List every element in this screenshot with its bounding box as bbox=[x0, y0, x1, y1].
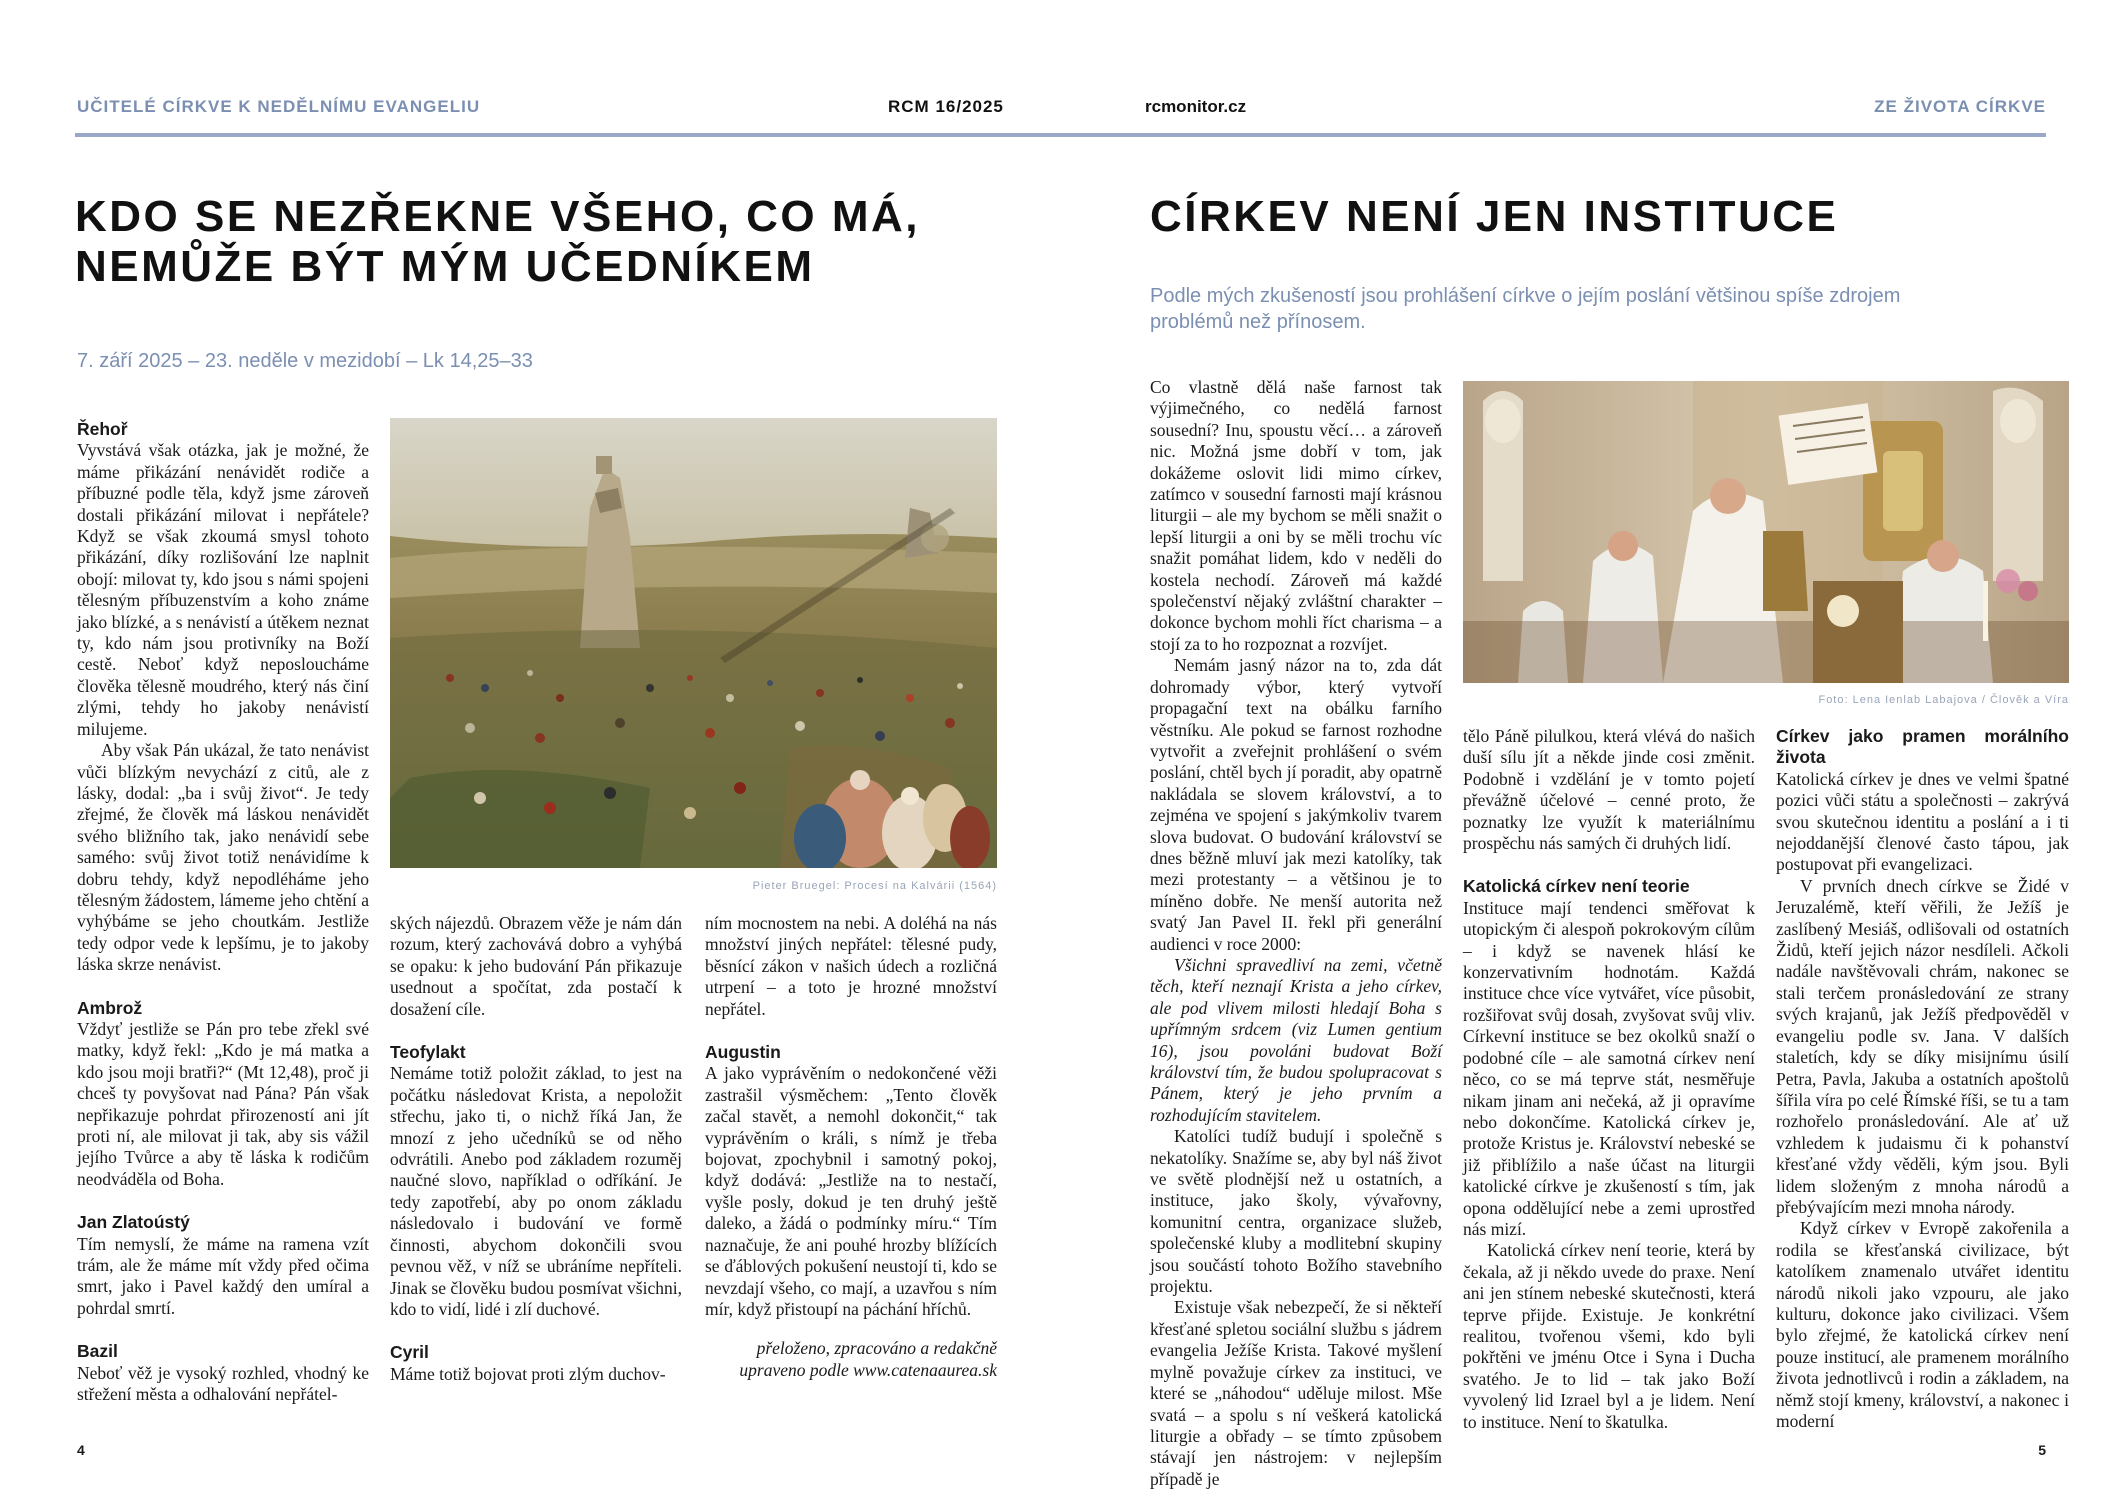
paragraph: Neboť věž je vysoký rozhled, vhodný ke střežení města a odhalování nepřátel- bbox=[77, 1362, 369, 1405]
painting-caption: Pieter Bruegel: Procesí na Kalvárii (1564) bbox=[752, 880, 997, 892]
paragraph: Katolická církev není teorie, která by čekala, až ji někdo uvede do praxe. Není ani jen stínem nebeské skutečnosti, která teprve přijde. Existuje. Je konkrétní realitou, tvořenou všemi, kdo byli pokřtěni ve jménu Otce i Syna i Ducha svatého. Je to lid – tak jako Boží vyvolený lid Izrael byl a je lidem. Není to instituce. Není to škatulka. bbox=[1463, 1240, 1755, 1432]
paragraph: A jako vyprávěním o nedokončené věži zastrašil výsměchem: „Tento člověk začal stavět, a nemohl dokončit,“ tak vyprávěním o králi, s nímž je třeba bojovat, zpochybnil i samotný pokoj, když dodává: „Jestliže na to nestačí, vyšle posly, dokud je ten druhý ještě daleko, a žádá o podmínky míru.“ Tím naznačuje, že ani pouhé hrozby blížících se ďáblových pokušení neustojí ti, kdo se nevzdají všeho, co mají, a uzavřou s ním mír, když přistoupí na páchání hříchů. bbox=[705, 1063, 997, 1319]
header-rule bbox=[75, 133, 2046, 137]
right-article-lead: Podle mých zkušeností jsou prohlášení církve o jejím poslání většinou spíše zdrojem problémů než přínosem. bbox=[1150, 285, 1901, 333]
left-article-title: KDO SE NEZŘEKNE VŠEHO, CO MÁ, NEMŮŽE BÝT MÝM UČEDNÍKEM bbox=[75, 192, 921, 291]
section-label-left: UČITELÉ CÍRKVE K NEDĚLNÍMU EVANGELIU bbox=[77, 97, 481, 116]
site-url[interactable]: rcmonitor.cz bbox=[1145, 97, 1247, 116]
section-heading: Ambrož bbox=[77, 997, 143, 1018]
translation-credit: přeloženo, zpracováno a redakčně upraveno podle www.catenaaurea.sk bbox=[739, 1338, 997, 1380]
paragraph: Katolíci tudíž budují i společně s nekatolíky. Snažíme se, aby byl náš život ve světě plodnější než u ostatních, a instituce, jako školy, vývařovny, komunitní centra, organizace služeb, společenské kluby a modlitební skupiny jsou součástí tohoto Božího stavebního projektu. bbox=[1150, 1126, 1442, 1297]
paragraph: Instituce mají tendenci směřovat k utopickým či alespoň pokrokovým cílům – i když se navenek hlásí ke konzervativním hodnotám. Každá instituce chce více vytvářet, více působit, rozšiřovat svůj dosah, zvyšovat svůj vliv. Církevní instituce se bez okolků snaží o podobné cíle – ale samotná církev není něco, co se má teprve stát, nesměřuje nikam jinam ani nečeká, až ji opravíme nebo dokončíme. Katolická církev je, protože Kristus je. Království nebeské se již přiblížilo a naše účast na liturgii katolické církve je zkušeností s tím, jak opona oddělující nebe a zemi uprostřed nás mizí. bbox=[1463, 897, 1755, 1239]
right-column-2 bbox=[1463, 726, 1755, 1433]
section-heading: Bazil bbox=[77, 1341, 118, 1362]
paragraph: Co vlastně dělá naše farnost tak výjimečného, co nedělá farnost sousední? Inu, spoustu věcí… a zároveň nic. Možná jsme dobří v tom, jak dokážeme oslovit lidi mimo církev, zatímco v sousední farnosti mají krásnou liturgii – ale my bychom se měli snažit o lepší liturgii a oni by se měli trochu víc snažit pomáhat lidem, kdo v neděli do kostela nechodí. Zároveň má každé společenství nějaký zvláštní charakter – dokonce bychom mohli říct charisma – a stojí za to ho rozpoznat a rozvíjet. bbox=[1150, 377, 1442, 654]
paragraph: V prvních dnech církve se Židé v Jeruzalémě, kteří věřili, že Ježíš je zaslíbený Mesiáš, odlišovali od ostatních Židů, kteří jejich názor nesdíleli. Ačkoli nadále navštěvovali chrám, nakonec se stali terčem pronásledování ze strany svých krajanů, jak Ježíš předpověděl v evangeliu podle sv. Jana. V dalších staletích, kdy se díky misijnímu úsilí Petra, Pavla, Jakuba a ostatních apoštolů šířila víra po celé Římské říši, se tu a tam rozhořelo pronásledování. Ale ať už vzhledem k judaismu či k pohanství křesťané vždy věděli, kým jsou. Byli lidem složeným z mnoha národů a přebývajícím mezi mnoha národy. bbox=[1776, 875, 2069, 1217]
left-column-1 bbox=[77, 419, 369, 1405]
left-column-3 bbox=[705, 913, 997, 1381]
section-heading: Řehoř bbox=[77, 419, 128, 439]
right-column-3 bbox=[1776, 726, 2069, 1432]
section-heading: Teofylakt bbox=[390, 1042, 466, 1063]
paragraph: tělo Páně pilulkou, která vlévá do našich duší sílu jít a někde jinde cosi změnit. Podobně i vzdělání je v tomto pojetí převážně účelové – cenné proto, že poznatky lze využít k materiálnímu prospěchu nás samých či druhých lidí. bbox=[1463, 726, 1755, 854]
paragraph: ním mocnostem na nebi. A doléhá na nás množství jiných nepřátel: tělesné pudy, běsnící zákon v našich údech a rozličná utrpení – a toto je hrozné množství nepřátel. bbox=[705, 913, 997, 1019]
paragraph: Vždyť jestliže se Pán pro tebe zřekl své matky, když řekl: „Kdo je má matka a kdo jsou moji bratři?“ (Mt 12,48), proč ji chceš ty povyšovat nad Pána? Pán však nepřikazuje pohrdat přirozeností ani jít proti ní, ale milovat ji tak, aby sis vážil jejího Tvůrce a aby tě láska k rodičům neodváděla od Boha. bbox=[77, 1018, 369, 1189]
section-label-right: ZE ŽIVOTA CÍRKVE bbox=[1874, 97, 2046, 116]
right-column-1 bbox=[1150, 377, 1442, 1490]
paragraph: Existuje však nebezpečí, že si někteří křesťané spletou sociální službu s jádrem evangelia Ježíše Krista. Takové myšlení mylně považuje církev za instituci, ve které se „náhodou“ uděluje milost. Mše svatá – a spolu s ní veškerá katolická liturgie a obřady – se tímto způsobem stávají jen nástrojem: v nejlepším případě je bbox=[1150, 1297, 1442, 1489]
church-photo bbox=[1463, 381, 2069, 683]
issue-number: RCM 16/2025 bbox=[888, 97, 1004, 116]
paragraph: Katolická církev je dnes ve velmi špatné pozici vůči státu a společnosti – zakrývá svou skutečnou identitu a poslání a i ti nejoddanější členové často tápou, jak postupovat při evangelizaci. bbox=[1776, 768, 2069, 875]
paragraph: ských nájezdů. Obrazem věže je nám dán rozum, který zachovává dobro a vyhýbá se opaku: k jeho budování Pán přikazuje usednout a spočítat, zda postačí k dosažení cíle. bbox=[390, 913, 682, 1019]
paragraph: Nemáme totiž položit základ, to jest na počátku následovat Krista, a nepoložit střechu, jako ti, o nichž říká Jan, že mnozí z jeho učedníků se od něho odvrátili. Anebo pod základem rozuměj naučné slovo, například o odříkání. Je tedy zapotřebí, aby po onom základu následovalo i budování ve formě činnosti, abychom dokončili svou pevnou věž, v níž se ubráníme nepříteli. Jinak se člověku budou posmívat všichni, kdo to vidí, lidé i zlí duchové. bbox=[390, 1063, 682, 1319]
paragraph: Tím nemyslí, že máme na ramena vzít trám, ale že máme mít vždy před očima smrt, jako i Pavel každý den umíral a pohrdal smrtí. bbox=[77, 1233, 369, 1318]
section-heading: Jan Zlatoústý bbox=[77, 1212, 190, 1233]
photo-caption: Foto: Lena Ienlab Labajova / Člověk a Víra bbox=[1818, 694, 2069, 706]
page-number-left: 4 bbox=[77, 1442, 85, 1458]
left-column-2 bbox=[390, 913, 682, 1385]
quotation: Všichni spravedliví na zemi, včetně těch, kteří neznají Krista a jeho církev, ale pod vlivem milosti hledají Boha s upřímným srdcem (viz Lumen gentium 16), jsou povoláni budovat Boží království tím, že budou spolupracovat s Pánem, který je jeho prvním a rozhodujícím stavitelem. bbox=[1150, 954, 1442, 1125]
section-heading: Katolická církev není teorie bbox=[1463, 876, 1690, 897]
paragraph: Nemám jasný názor na to, zda dát dohromady výbor, který vytvoří propagační text na obálku farního věstníku. Ale pokud se farnost rozhodne vytvořit a zveřejnit prohlášení o svém poslání, chtěl bych jí poradit, aby opatrně nakládala se slovem království, a to zejména ve spojení s jakýmkoliv tvarem slova budovat. O budování království se dnes běžně mluví jak mezi katolíky, tak mezi protestanty – a většinou je to míněno dobře. Ne menší autorita než svatý Jan Pavel II. řekl při generální audienci v roce 2000: bbox=[1150, 655, 1442, 954]
paragraph: Když církev v Evropě zakořenila a rodila se křesťanská civilizace, být katolíkem znamenalo utvářet identitu národů nikoli jako vzpouru, ale jako kulturu, dokonce jako civilizaci. Všem bylo zřejmé, že katolická církev není pouze institucí, ale pramenem morálního života jednotlivců i rodin a základem, na němž stojí kmeny, království, a nakonec i moderní bbox=[1776, 1218, 2069, 1431]
left-article-date-line: 7. září 2025 – 23. neděle v mezidobí – Lk 14,25–33 bbox=[77, 350, 533, 372]
paragraph: Máme totiž bojovat proti zlým duchov- bbox=[390, 1363, 666, 1384]
painting-image bbox=[390, 418, 997, 868]
page-number-right: 5 bbox=[2038, 1442, 2046, 1458]
paragraph: Vyvstává však otázka, jak je možné, že máme přikázání nenávidět rodiče a příbuzné podle těla, když jsme zároveň dostali přikázání milovat i nepřátele? Když se však zkoumá smysl tohoto přikázání, díky rozlišování lze naplnit obojí: milovat ty, kdo jsou s námi spojeni tělesným příbuzenstvím a koho známe jako blízké, a s nenávistí a útěkem neznat ty, kdo nám jsou protivníky na Boží cestě. Neboť když neposloucháme člověka tělesně moudrého, který nás činí zlými, tehdy ho jakoby nenávistí milujeme. bbox=[77, 440, 369, 739]
section-heading: Cyril bbox=[390, 1342, 429, 1363]
paragraph: Aby však Pán ukázal, že tato nenávist vůči blízkým nevychází z citů, ale z lásky, dodal: „ba i svůj život“. Je tedy zřejmé, že člověk má láskou nenávidět svého bližního tak, jako nenávidí sebe samého: svůj život totiž nenávidíme k dobru tehdy, když nepodléháme jeho tělesným žádostem, lámeme jeho chtění a vyhýbáme se jeho choutkám. Jestliže tedy odpor vede k lepšímu, je to jakoby láska skrze nenávist. bbox=[77, 740, 369, 975]
section-heading: Augustin bbox=[705, 1042, 781, 1063]
right-article-title: CÍRKEV NENÍ JEN INSTITUCE bbox=[1150, 192, 1839, 241]
section-heading: Církev jako pramen morálního života bbox=[1776, 726, 2069, 768]
